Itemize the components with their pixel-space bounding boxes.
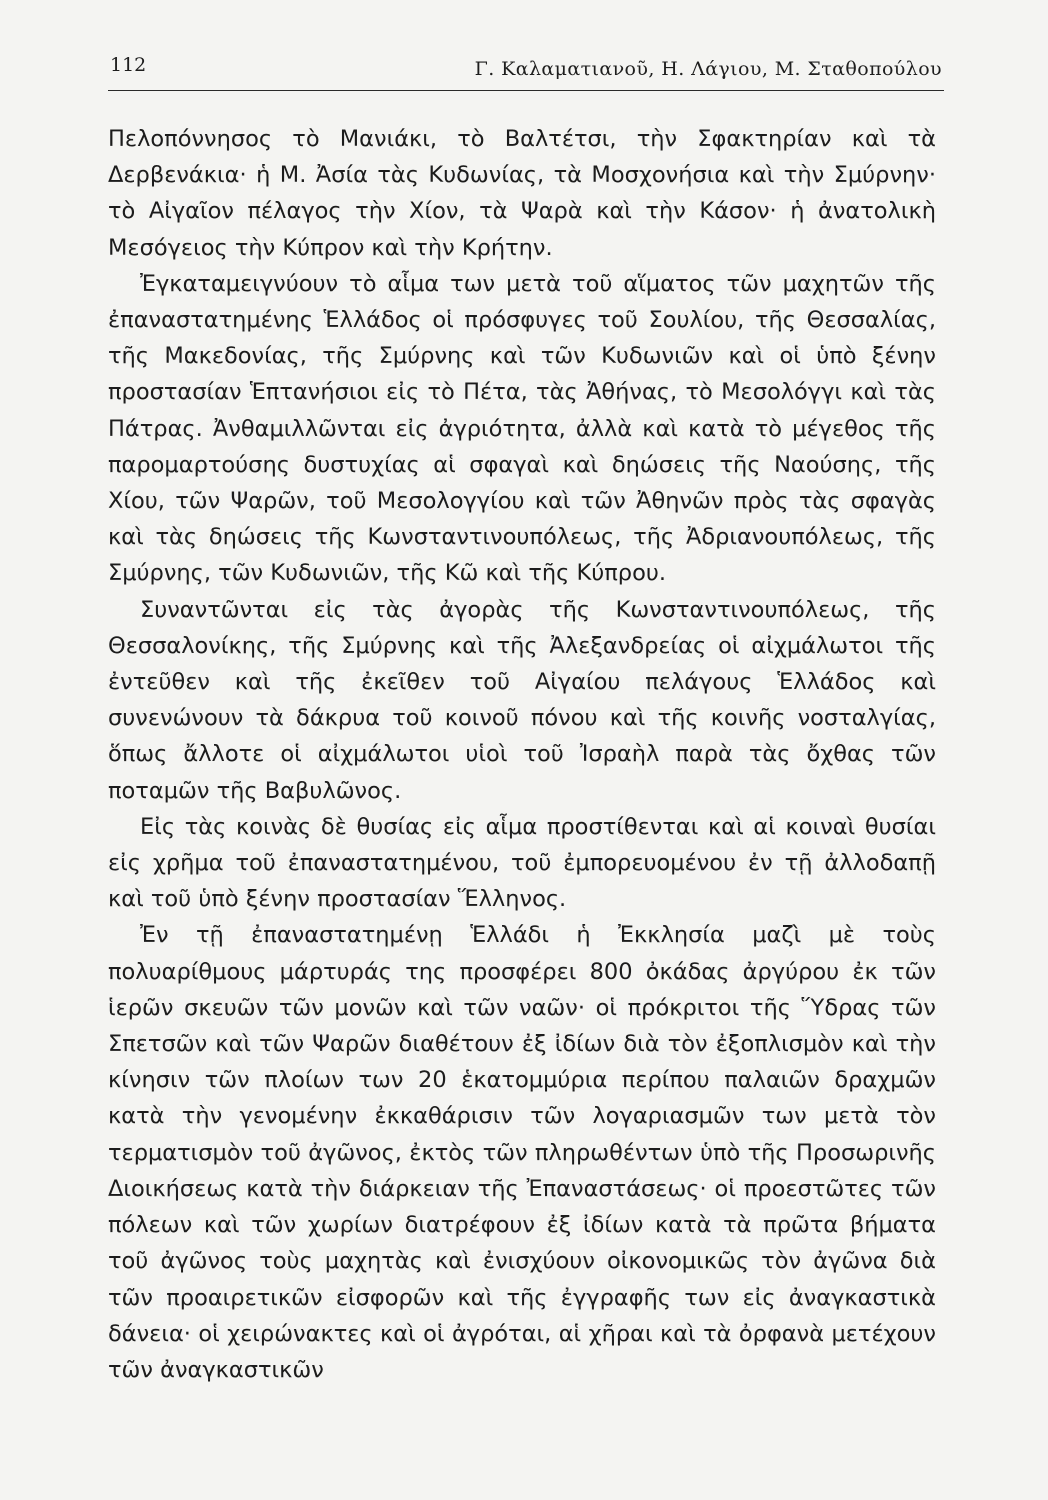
body-text: [108, 121, 936, 1388]
paragraph: Εἰς τὰς κοινὰς δὲ θυσίας εἰς αἷμα προστίθενται καὶ αἱ κοιναὶ θυσίαι εἰς χρῆμα τοῦ ἐπαναστατημένου, τοῦ ἐμπορευομένου ἐν τῇ ἀλλοδαπῇ καὶ τοῦ ὑπὸ ξένην προστασίαν Ἕλληνος.: [108, 813, 936, 913]
page-header: [108, 54, 944, 91]
paragraph: Ἐν τῇ ἐπαναστατημένῃ Ἑλλάδι ἡ Ἐκκλησία μαζὶ μὲ τοὺς πολυαρίθμους μάρτυράς της προσφέρει 800 ὀκάδας ἀργύρου ἐκ τῶν ἱερῶν σκευῶν τῶν μονῶν καὶ τῶν ναῶν· οἱ πρόκριτοι τῆς Ὕδρας τῶν Σπετσῶν καὶ τῶν Ψαρῶν διαθέτουν ἐξ ἰδίων διὰ τὸν ἐξοπλισμὸν καὶ τὴν κίνησιν τῶν πλοίων των 20 ἑκατομμύρια περίπου παλαιῶν δραχμῶν κατὰ τὴν γενομένην ἐκκαθάρισιν τῶν λογαριασμῶν των μετὰ τὸν τερματισμὸν τοῦ ἀγῶνος, ἐκτὸς τῶν πληρωθέντων ὑπὸ τῆς Προσωρινῆς Διοικήσεως κατὰ τὴν διάρκειαν τῆς Ἐπαναστάσεως· οἱ προεστῶτες τῶν πόλεων καὶ τῶν χωρίων διατρέφουν ἐξ ἰδίων κατὰ τὰ πρῶτα βήματα τοῦ ἀγῶνος τοὺς μαχητὰς καὶ ἐνισχύουν οἰκονομικῶς τὸν ἀγῶνα διὰ τῶν προαιρετικῶν εἰσφορῶν καὶ τῆς ἐγγραφῆς των εἰς ἀναγκαστικὰ δάνεια· οἱ χειρώνακτες καὶ οἱ ἀγρόται, αἱ χῆραι καὶ τὰ ὀρφανὰ μετέχουν τῶν ἀναγκαστικῶν: [108, 922, 936, 1383]
paragraph: Συναντῶνται εἰς τὰς ἀγορὰς τῆς Κωνσταντινουπόλεως, τῆς Θεσσαλονίκης, τῆς Σμύρνης καὶ τῆς Ἀλεξανδρείας οἱ αἰχμάλωτοι τῆς ἐντεῦθεν καὶ τῆς ἐκεῖθεν τοῦ Αἰγαίου πελάγους Ἑλλάδος καὶ συνενώνουν τὰ δάκρυα τοῦ κοινοῦ πόνου καὶ τῆς κοινῆς νοσταλγίας, ὅπως ἄλλοτε οἱ αἰχμάλωτοι υἱοὶ τοῦ Ἰσραὴλ παρὰ τὰς ὄχθας τῶν ποταμῶν τῆς Βαβυλῶνος.: [108, 596, 936, 804]
running-head-authors: Γ. Καλαματιανοῦ, Η. Λάγιου, Μ. Σταθοπούλου: [474, 58, 942, 80]
paragraph: Ἐγκαταμειγνύουν τὸ αἷμα των μετὰ τοῦ αἵματος τῶν μαχητῶν τῆς ἐπαναστατημένης Ἑλλάδος οἱ πρόσφυγες τοῦ Σουλίου, τῆς Θεσσαλίας, τῆς Μακεδονίας, τῆς Σμύρνης καὶ τῶν Κυδωνιῶν καὶ οἱ ὑπὸ ξένην προστασίαν Ἑπτανήσιοι εἰς τὸ Πέτα, τὰς Ἀθήνας, τὸ Μεσολόγγι καὶ τὰς Πάτρας. Ἀνθαμιλλῶνται εἰς ἀγριότητα, ἀλλὰ καὶ κατὰ τὸ μέγεθος τῆς παρομαρτούσης δυστυχίας αἱ σφαγαὶ καὶ δηώσεις τῆς Ναούσης, τῆς Χίου, τῶν Ψαρῶν, τοῦ Μεσολογγίου καὶ τῶν Ἀθηνῶν πρὸς τὰς σφαγὰς καὶ τὰς δηώσεις τῆς Κωνσταντινουπόλεως, τῆς Ἀδριανουπόλεως, τῆς Σμύρνης, τῶν Κυδωνιῶν, τῆς Κῶ καὶ τῆς Κύπρου.: [108, 270, 936, 587]
page-number: 112: [110, 54, 147, 76]
paragraph-continued: Πελοπόννησος τὸ Μανιάκι, τὸ Βαλτέτσι, τὴν Σφακτηρίαν καὶ τὰ Δερβενάκια· ἡ Μ. Ἀσία τὰς Κυδωνίας, τὰ Μοσχονήσια καὶ τὴν Σμύρνην· τὸ Αἰγαῖον πέλαγος τὴν Χίον, τὰ Ψαρὰ καὶ τὴν Κάσον· ἡ ἀνατολικὴ Μεσόγειος τὴν Κύπρον καὶ τὴν Κρήτην.: [108, 126, 936, 261]
